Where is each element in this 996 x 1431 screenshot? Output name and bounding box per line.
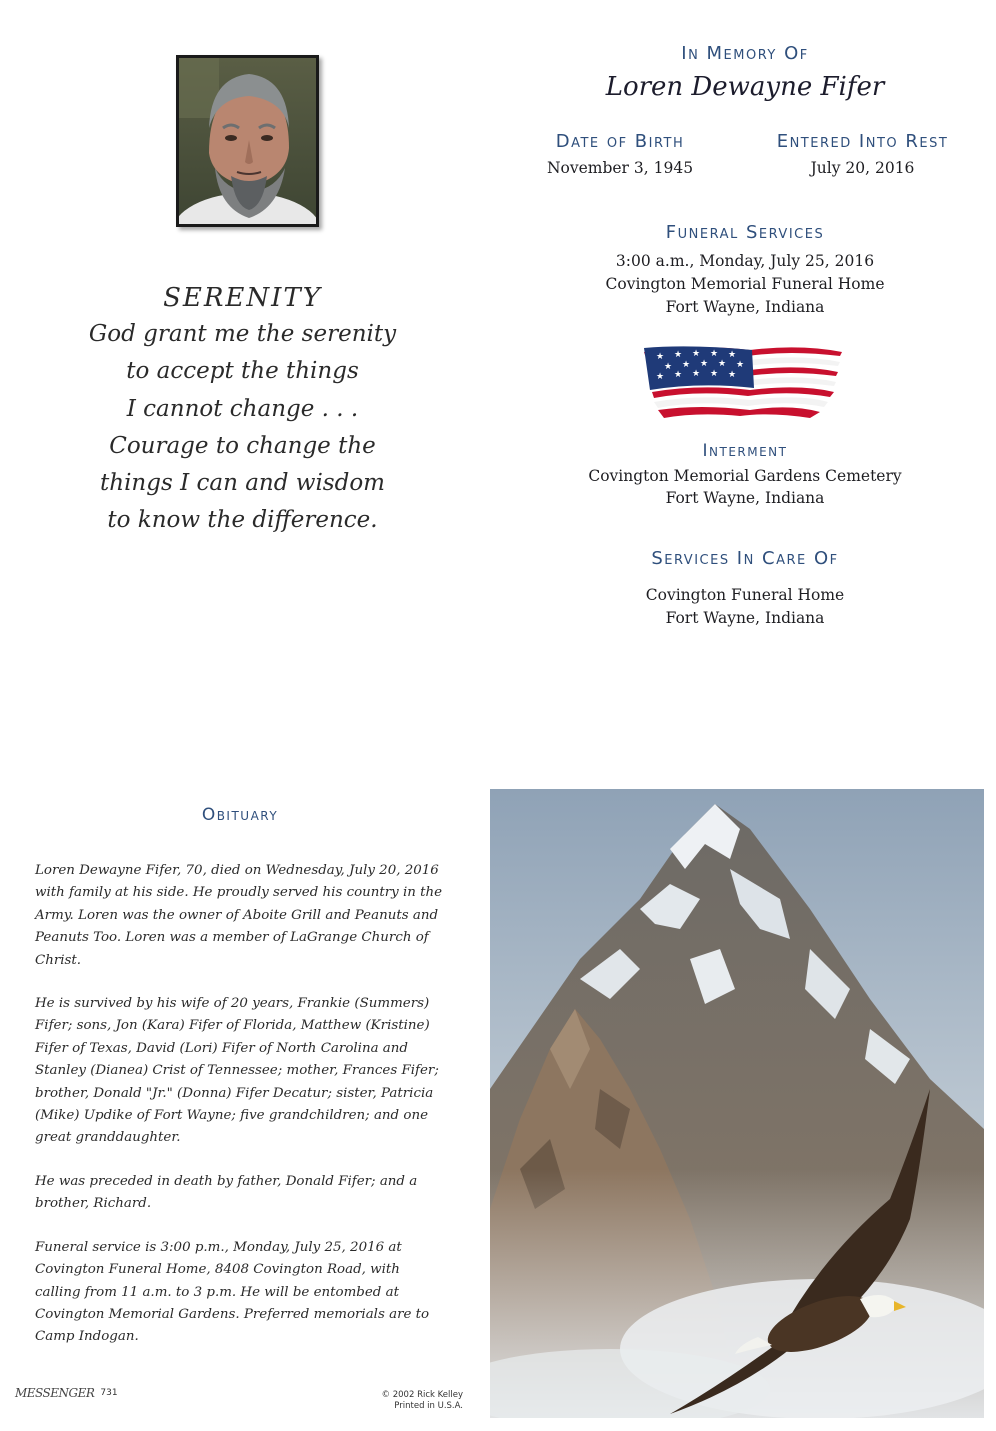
funeral-services-heading: Funeral Services bbox=[665, 222, 825, 243]
services-in-care-of-details bbox=[495, 584, 995, 630]
date-of-birth-label: Date of Birth bbox=[555, 131, 685, 152]
svg-text:★: ★ bbox=[656, 372, 665, 382]
obituary-paragraph: He is survived by his wife of 20 years, Frankie (Summers) Fifer; sons, Jon (Kara) Fifer of Florida, Matthew (Kristine) Fifer of Texas, David (Lori) Fifer of North Carolina and Stanley (Dianea) Crist of Tennessee; mother, Frances Fifer; brother, Donald "Jr." (Donna) Fifer Decatur; sister, Patricia (Mike) Updike of Fort Wayne; five grandchildren; and one great granddaughter. bbox=[35, 996, 439, 1146]
portrait-icon bbox=[179, 58, 316, 224]
svg-text:★: ★ bbox=[700, 359, 709, 369]
entered-into-rest-block bbox=[755, 131, 970, 177]
svg-text:★: ★ bbox=[736, 360, 745, 370]
prayer-line: God grant me the serenity bbox=[88, 321, 397, 347]
american-flag-icon bbox=[640, 342, 846, 422]
serenity-prayer bbox=[60, 280, 425, 540]
interment-details bbox=[495, 465, 995, 509]
services-in-care-of-heading: Services In Care Of bbox=[651, 548, 839, 569]
funeral-services-line: Fort Wayne, Indiana bbox=[665, 298, 825, 316]
prayer-line: to know the difference. bbox=[107, 507, 378, 534]
svg-text:★: ★ bbox=[728, 350, 737, 360]
funeral-services-line: Covington Memorial Funeral Home bbox=[605, 275, 885, 293]
obituary-paragraph: Loren Dewayne Fifer, 70, died on Wednesday, July 20, 2016 with family at his side. He proudly served his country in the Army. Loren was the owner of Aboite Grill and Peanuts and Peanuts Too. Loren was a member of LaGrange Church of Christ. bbox=[35, 863, 443, 968]
svg-text:★: ★ bbox=[692, 369, 701, 379]
artwork-credits bbox=[330, 1390, 463, 1412]
svg-text:★: ★ bbox=[728, 370, 737, 380]
obituary-text bbox=[35, 860, 445, 1370]
svg-text:★: ★ bbox=[674, 370, 683, 380]
interment-line: Fort Wayne, Indiana bbox=[665, 489, 825, 507]
svg-text:★: ★ bbox=[664, 362, 673, 372]
date-of-birth-value: November 3, 1945 bbox=[546, 159, 694, 177]
deceased-portrait-photo bbox=[176, 55, 319, 227]
form-number: 731 bbox=[100, 1388, 118, 1398]
obituary-paragraph: Funeral service is 3:00 p.m., Monday, July 25, 2016 at Covington Funeral Home, 8408 Covington Road, with calling from 11 a.m. to 3 p.m. He will be entombed at Covington Memorial Gardens. Preferred memorials are to Camp Indogan. bbox=[35, 1239, 430, 1345]
entered-into-rest-value: July 20, 2016 bbox=[810, 159, 915, 177]
copyright-text: © 2002 Rick Kelley bbox=[381, 1390, 463, 1400]
publisher-logo-text: MESSENGER bbox=[15, 1386, 95, 1400]
svg-text:★: ★ bbox=[710, 349, 719, 359]
care-line: Fort Wayne, Indiana bbox=[665, 609, 825, 627]
interment-line: Covington Memorial Gardens Cemetery bbox=[588, 467, 902, 485]
printed-in-text: Printed in U.S.A. bbox=[394, 1401, 463, 1411]
funeral-services-details bbox=[495, 250, 995, 319]
mountain-eagle-painting bbox=[490, 789, 984, 1418]
svg-text:★: ★ bbox=[718, 359, 727, 369]
deceased-name: Loren Dewayne Fifer bbox=[605, 72, 885, 102]
in-memory-of-heading: In Memory Of bbox=[681, 43, 809, 64]
prayer-line: things I can and wisdom bbox=[100, 470, 385, 497]
entered-into-rest-label: Entered Into Rest bbox=[776, 131, 949, 152]
svg-text:★: ★ bbox=[674, 350, 683, 360]
svg-text:★: ★ bbox=[710, 369, 719, 379]
publisher-logo bbox=[15, 1382, 118, 1404]
prayer-line: Courage to change the bbox=[109, 432, 376, 459]
prayer-line: to accept the things bbox=[126, 358, 359, 385]
date-of-birth-block bbox=[530, 131, 710, 177]
svg-text:★: ★ bbox=[692, 349, 701, 359]
funeral-services-line: 3:00 a.m., Monday, July 25, 2016 bbox=[615, 252, 875, 270]
prayer-line: I cannot change . . . bbox=[126, 395, 359, 422]
svg-text:★: ★ bbox=[682, 360, 691, 370]
interment-heading: Interment bbox=[702, 441, 788, 461]
obituary-heading: Obituary bbox=[201, 805, 279, 825]
svg-text:★: ★ bbox=[656, 352, 665, 362]
care-line: Covington Funeral Home bbox=[645, 586, 845, 604]
prayer-title: SERENITY bbox=[163, 283, 322, 313]
obituary-paragraph: He was preceded in death by father, Donald Fifer; and a brother, Richard. bbox=[35, 1173, 418, 1212]
